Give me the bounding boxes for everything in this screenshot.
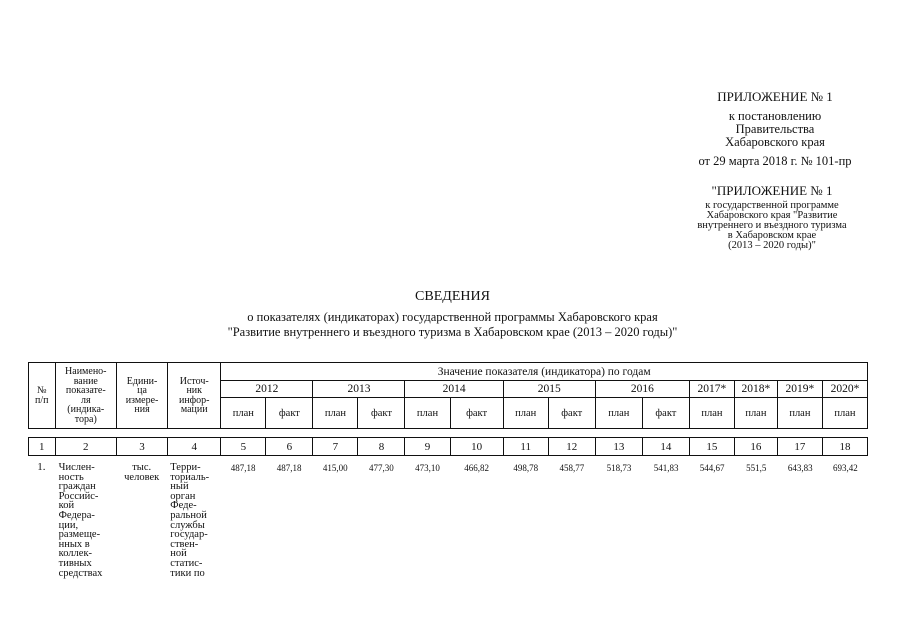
column-number: 4 [168, 438, 221, 456]
plan-header: план [221, 398, 266, 429]
prev-appendix-block [672, 184, 872, 251]
column-number: 2 [55, 438, 116, 456]
col-header-name: Наимено- вание показате- ля (индика- тора) [55, 363, 116, 429]
column-number: 17 [777, 438, 822, 456]
col-header-number: № п/п [29, 363, 56, 429]
year-header: 2013 [313, 381, 405, 398]
col-header-unit: Едини- ца измере- ния [116, 363, 167, 429]
value-cell: 477,30 [368, 463, 394, 473]
column-number: 14 [642, 438, 689, 456]
column-number: 5 [221, 438, 266, 456]
prev-appendix-line: к государственной программе [705, 200, 839, 211]
document-heading [0, 289, 905, 339]
row-number: 1. [37, 461, 46, 473]
year-header: 2012 [221, 381, 313, 398]
fact-header: факт [642, 398, 689, 429]
table-spacer [29, 429, 868, 438]
prev-appendix-line: внутреннего и въездного туризма [697, 220, 847, 231]
prev-appendix-line: в Хабаровском крае [727, 230, 817, 241]
plan-header: план [313, 398, 358, 429]
plan-header: план [503, 398, 548, 429]
year-header: 2019* [777, 381, 822, 398]
value-cell: 498,78 [513, 463, 539, 473]
column-number: 3 [116, 438, 167, 456]
year-header: 2020* [822, 381, 867, 398]
value-cell: 544,67 [699, 463, 725, 473]
column-number: 11 [503, 438, 548, 456]
col-header-source: Источ- ник инфор- мации [168, 363, 221, 429]
appendix-block [660, 90, 890, 168]
plan-header: план [405, 398, 450, 429]
value-cell: 458,77 [559, 463, 585, 473]
appendix-date: от 29 марта 2018 г. № 101-пр [698, 154, 852, 168]
column-number: 18 [822, 438, 867, 456]
value-cell: 693,42 [833, 463, 858, 473]
appendix-line: Правительства [735, 122, 815, 136]
prev-appendix-title: "ПРИЛОЖЕНИЕ № 1 [711, 183, 833, 198]
prev-appendix-line: (2013 – 2020 годы)" [728, 240, 816, 251]
plan-header: план [734, 398, 777, 429]
appendix-title: ПРИЛОЖЕНИЕ № 1 [717, 89, 833, 104]
year-header: 2018* [734, 381, 777, 398]
fact-header: факт [266, 398, 313, 429]
plan-header: план [822, 398, 867, 429]
document-subtitle: о показателях (индикаторах) государственной программы Хабаровского края [247, 310, 658, 324]
year-header: 2017* [689, 381, 734, 398]
plan-header: план [595, 398, 642, 429]
indicator-unit: тыс. человек [124, 462, 160, 483]
plan-header: план [777, 398, 822, 429]
fact-header: факт [450, 398, 503, 429]
appendix-line: Хабаровского края [725, 135, 825, 149]
column-number: 12 [548, 438, 595, 456]
year-header: 2014 [405, 381, 503, 398]
year-header: 2015 [503, 381, 595, 398]
value-cell: 487,18 [276, 463, 302, 473]
col-header-values: Значение показателя (индикатора) по годам [221, 363, 868, 381]
column-number: 13 [595, 438, 642, 456]
document-subtitle: "Развитие внутреннего и въездного туризма в Хабаровском крае (2013 – 2020 годы)" [227, 325, 678, 339]
plan-header: план [689, 398, 734, 429]
value-cell: 518,73 [606, 463, 632, 473]
column-number: 15 [689, 438, 734, 456]
column-number: 10 [450, 438, 503, 456]
column-number: 1 [29, 438, 56, 456]
indicator-source: Терри- ториаль- ный орган Феде- ральной службы государ- ствен- ной статис- тики по [170, 462, 210, 579]
column-number: 7 [313, 438, 358, 456]
column-number: 8 [358, 438, 405, 456]
indicators-table-header [28, 362, 868, 456]
column-number: 16 [734, 438, 777, 456]
fact-header: факт [358, 398, 405, 429]
value-cell: 473,10 [415, 463, 440, 473]
value-cell: 415,00 [322, 463, 348, 473]
value-cell: 551,5 [746, 463, 767, 473]
appendix-line: к постановлению [728, 109, 822, 123]
value-cell: 487,18 [230, 463, 256, 473]
value-cell: 466,82 [464, 463, 489, 473]
table-row [28, 463, 868, 578]
indicator-name: Числен- ность граждан Российс- кой Федера- ции, размеще- нных в коллек- тивных средствах [58, 462, 103, 579]
year-header: 2016 [595, 381, 689, 398]
prev-appendix-line: Хабаровского края "Развитие [706, 210, 838, 221]
column-number: 6 [266, 438, 313, 456]
value-cell: 541,83 [653, 463, 679, 473]
document-title: СВЕДЕНИЯ [415, 289, 490, 304]
indicators-table-body [28, 463, 868, 578]
fact-header: факт [548, 398, 595, 429]
value-cell: 643,83 [787, 463, 813, 473]
column-number: 9 [405, 438, 450, 456]
